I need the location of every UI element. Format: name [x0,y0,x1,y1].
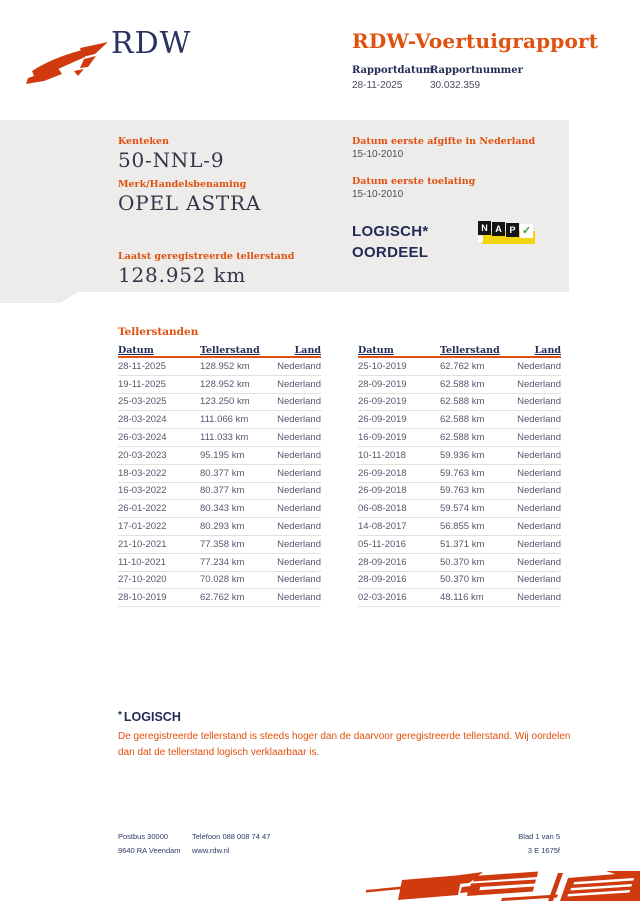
cell-tellerstand: 111.066 km [200,414,249,426]
cell-datum: 25-10-2019 [358,360,407,372]
cell-land: Nederland [517,592,561,604]
cell-datum: 06-08-2018 [358,503,407,515]
cell-datum: 25-03-2025 [118,396,167,408]
kenteken-label: Kenteken [118,136,169,147]
cell-tellerstand: 77.234 km [200,556,245,568]
cell-datum: 26-09-2018 [358,467,407,479]
odometer-row [358,554,561,572]
odometer-row [118,589,321,607]
odometer-row [358,518,561,536]
col-header-datum: Datum [118,345,154,356]
nap-checkmark-icon: ✓ [521,225,532,237]
cell-tellerstand: 95.195 km [200,449,245,461]
cell-tellerstand: 50.370 km [440,574,485,586]
nap-logo [478,221,535,249]
tellerstanden-section-title: Tellerstanden [118,326,199,338]
cell-tellerstand: 80.343 km [200,503,245,515]
report-number-label: Rapportnummer [430,65,523,76]
eerste-toelating-label: Datum eerste toelating [352,176,476,187]
cell-datum: 28-03-2024 [118,414,167,426]
table-header-row [118,341,321,358]
odometer-row [358,394,561,412]
cell-tellerstand: 48.116 km [440,592,484,604]
cell-land: Nederland [277,449,321,461]
vehicle-summary-panel [0,120,569,303]
eerste-toelating-value: 15-10-2010 [352,189,404,200]
cell-tellerstand: 51.371 km [440,538,485,550]
cell-land: Nederland [277,360,321,372]
footnote-title [118,710,181,724]
cell-tellerstand: 59.574 km [440,503,485,515]
nap-letter-p: P [506,223,519,237]
odometer-row [358,447,561,465]
cell-tellerstand: 62.588 km [440,414,485,426]
cell-datum: 27-10-2020 [118,574,167,586]
cell-datum: 26-09-2018 [358,485,407,497]
cell-land: Nederland [517,449,561,461]
cell-datum: 26-09-2019 [358,414,407,426]
odometer-row [358,411,561,429]
odometer-table-right [358,341,561,607]
cell-tellerstand: 111.033 km [200,432,249,444]
nap-letter-n: N [478,221,491,235]
odometer-row [358,376,561,394]
cell-tellerstand: 70.028 km [200,574,245,586]
cell-datum: 14-08-2017 [358,521,407,533]
cell-tellerstand: 50.370 km [440,556,485,568]
footnote-title-text: LOGISCH [123,710,181,724]
footer-phone: Telefoon 088 008 74 47 [192,832,271,841]
cell-land: Nederland [517,378,561,390]
cell-land: Nederland [277,503,321,515]
odometer-row [358,465,561,483]
cell-datum: 18-03-2022 [118,467,167,479]
cell-tellerstand: 56.855 km [440,521,485,533]
cell-land: Nederland [277,574,321,586]
cell-tellerstand: 62.762 km [200,592,245,604]
cell-tellerstand: 59.763 km [440,485,485,497]
cell-datum: 28-09-2016 [358,574,407,586]
cell-datum: 28-09-2019 [358,378,407,390]
merk-value: OPEL ASTRA [118,191,262,215]
col-header-tellerstand: Tellerstand [440,345,500,356]
table-body [118,358,321,607]
cell-tellerstand: 80.377 km [200,467,245,479]
col-header-datum: Datum [358,345,394,356]
cell-datum: 26-03-2024 [118,432,167,444]
rdw-wing-logo-icon [24,34,108,88]
footer-doc-code: 3 E 1675f [527,846,560,855]
cell-tellerstand: 80.377 km [200,485,245,497]
cell-land: Nederland [517,556,561,568]
odometer-row [118,572,321,590]
cell-tellerstand: 62.588 km [440,396,485,408]
col-header-land: Land [534,345,561,356]
cell-tellerstand: 128.952 km [200,360,250,372]
odometer-row [118,358,321,376]
odometer-row [358,589,561,607]
cell-land: Nederland [517,414,561,426]
cell-datum: 28-11-2025 [118,360,166,372]
odometer-row [118,518,321,536]
cell-land: Nederland [517,538,561,550]
cell-datum: 26-01-2022 [118,503,167,515]
cell-datum: 10-11-2018 [358,449,406,461]
odometer-table-left [118,341,321,607]
cell-datum: 11-10-2021 [118,556,166,568]
cell-datum: 16-03-2022 [118,485,167,497]
document-title: RDW-Voertuigrapport [352,29,599,53]
oordeel-line2: OORDEEL [352,244,429,261]
cell-tellerstand: 80.293 km [200,521,245,533]
laatste-tellerstand-label: Laatst geregistreerde tellerstand [118,251,295,262]
footer-postbus: Postbus 30000 [118,832,169,841]
cell-tellerstand: 128.952 km [200,378,250,390]
table-body [358,358,561,607]
col-header-land: Land [294,345,321,356]
odometer-row [118,376,321,394]
col-header-tellerstand: Tellerstand [200,345,260,356]
odometer-row [358,500,561,518]
cell-tellerstand: 77.358 km [200,538,245,550]
odometer-row [118,483,321,501]
cell-datum: 02-03-2016 [358,592,407,604]
kenteken-value: 50-NNL-9 [118,148,225,172]
cell-land: Nederland [517,360,561,372]
footer-page-info [440,830,560,858]
odometer-row [118,447,321,465]
footer-contact [192,830,270,858]
cell-land: Nederland [277,521,321,533]
odometer-row [358,358,561,376]
odometer-row [118,500,321,518]
cell-datum: 16-09-2019 [358,432,407,444]
rdw-speed-stripes-graphic [362,871,640,903]
footer-city: 9640 RA Veendam [118,846,181,855]
cell-land: Nederland [517,432,561,444]
cell-datum: 17-01-2022 [118,521,167,533]
eerste-afgifte-label: Datum eerste afgifte in Nederland [352,136,536,147]
odometer-row [118,429,321,447]
cell-land: Nederland [277,414,321,426]
footer-website-link[interactable]: www.rdw.nl [192,846,230,855]
cell-land: Nederland [517,485,561,497]
cell-land: Nederland [517,396,561,408]
cell-land: Nederland [277,538,321,550]
cell-land: Nederland [277,485,321,497]
table-header-row [358,341,561,358]
cell-land: Nederland [517,521,561,533]
footnote-asterisk: * [118,710,122,721]
cell-land: Nederland [277,556,321,568]
cell-datum: 05-11-2016 [358,538,406,550]
merk-label: Merk/Handelsbenaming [118,179,247,190]
cell-land: Nederland [277,396,321,408]
cell-datum: 28-10-2019 [118,592,167,604]
oordeel-line1: LOGISCH* [352,223,429,240]
odometer-row [358,572,561,590]
cell-tellerstand: 62.762 km [440,360,485,372]
footer-address [118,830,181,858]
report-date-label: Rapportdatum [352,65,434,76]
odometer-row [118,465,321,483]
cell-tellerstand: 59.763 km [440,467,485,479]
laatste-tellerstand-value: 128.952 km [118,263,247,287]
odometer-row [118,411,321,429]
cell-tellerstand: 62.588 km [440,378,485,390]
cell-land: Nederland [277,467,321,479]
cell-datum: 26-09-2019 [358,396,407,408]
oordeel-verdict [352,221,429,263]
cell-tellerstand: 62.588 km [440,432,485,444]
cell-land: Nederland [277,378,321,390]
report-number-value: 30.032.359 [430,80,481,91]
cell-land: Nederland [277,432,321,444]
nap-letter-a: A [492,222,505,236]
cell-datum: 19-11-2025 [118,378,166,390]
nap-corner-notch [478,236,483,242]
footnote-explanation: De geregistreerde tellerstand is steeds hoger dan de daarvoor geregistreerde tellerstand. Wij oordelen dan dat de tellerstand logisch verklaarbaar is. [118,731,571,758]
odometer-row [118,394,321,412]
odometer-row [358,536,561,554]
cell-land: Nederland [517,467,561,479]
eerste-afgifte-value: 15-10-2010 [352,149,404,160]
cell-land: Nederland [517,574,561,586]
cell-tellerstand: 123.250 km [200,396,250,408]
odometer-row [118,536,321,554]
report-date-value: 28-11-2025 [352,80,403,91]
cell-datum: 20-03-2023 [118,449,167,461]
rdw-logo-text: RDW [111,26,192,61]
cell-land: Nederland [277,592,321,604]
cell-tellerstand: 59.936 km [440,449,485,461]
footer-page-number: Blad 1 van 5 [518,832,560,841]
cell-datum: 28-09-2016 [358,556,407,568]
cell-datum: 21-10-2021 [118,538,167,550]
odometer-row [118,554,321,572]
odometer-row [358,483,561,501]
odometer-row [358,429,561,447]
cell-land: Nederland [517,503,561,515]
